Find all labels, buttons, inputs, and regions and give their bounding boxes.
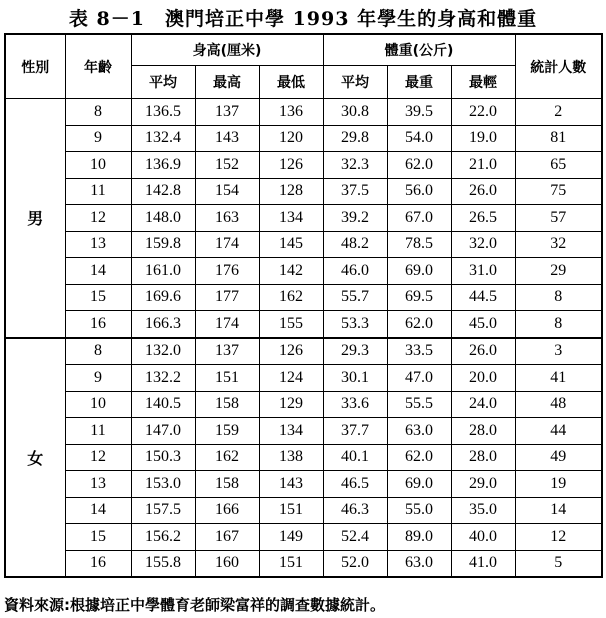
cell-weight-max: 55.5 [387, 391, 451, 418]
cell-height-avg: 140.5 [131, 391, 195, 418]
header-weight-max: 最重 [387, 66, 451, 99]
cell-height-min: 134 [259, 418, 323, 445]
cell-age: 10 [65, 152, 131, 179]
cell-weight-min: 21.0 [451, 152, 515, 179]
cell-height-max: 160 [195, 550, 259, 577]
cell-height-max: 143 [195, 125, 259, 152]
cell-weight-avg: 52.0 [323, 550, 387, 577]
cell-weight-min: 26.5 [451, 205, 515, 232]
cell-height-avg: 132.0 [131, 338, 195, 365]
cell-height-max: 167 [195, 524, 259, 551]
cell-weight-min: 28.0 [451, 444, 515, 471]
header-count: 統計人數 [515, 34, 602, 99]
cell-weight-avg: 39.2 [323, 205, 387, 232]
table-row [5, 178, 602, 205]
table-row [5, 99, 602, 126]
table-row [5, 125, 602, 152]
cell-gender: 女 [5, 338, 65, 578]
cell-age: 12 [65, 444, 131, 471]
table-body [5, 99, 602, 578]
cell-height-max: 166 [195, 497, 259, 524]
cell-weight-max: 89.0 [387, 524, 451, 551]
height-weight-table [4, 33, 603, 578]
cell-age: 14 [65, 497, 131, 524]
cell-height-avg: 148.0 [131, 205, 195, 232]
cell-weight-max: 33.5 [387, 338, 451, 365]
cell-age: 11 [65, 418, 131, 445]
cell-weight-avg: 29.3 [323, 338, 387, 365]
cell-height-avg: 142.8 [131, 178, 195, 205]
cell-height-min: 138 [259, 444, 323, 471]
cell-count: 29 [515, 258, 602, 285]
cell-height-min: 155 [259, 311, 323, 338]
cell-weight-min: 31.0 [451, 258, 515, 285]
header-row-1 [5, 34, 602, 66]
cell-count: 81 [515, 125, 602, 152]
cell-count: 14 [515, 497, 602, 524]
header-weight-group: 體重(公斤) [323, 34, 515, 66]
table-row [5, 524, 602, 551]
cell-weight-max: 69.0 [387, 258, 451, 285]
table-row [5, 391, 602, 418]
cell-weight-avg: 30.8 [323, 99, 387, 126]
cell-height-min: 136 [259, 99, 323, 126]
cell-height-avg: 169.6 [131, 284, 195, 311]
cell-height-avg: 132.4 [131, 125, 195, 152]
cell-age: 8 [65, 338, 131, 365]
table-row [5, 444, 602, 471]
cell-height-avg: 157.5 [131, 497, 195, 524]
cell-weight-max: 67.0 [387, 205, 451, 232]
table-row [5, 258, 602, 285]
cell-count: 75 [515, 178, 602, 205]
header-gender: 性別 [5, 34, 65, 99]
cell-weight-avg: 37.5 [323, 178, 387, 205]
cell-weight-avg: 46.3 [323, 497, 387, 524]
cell-weight-avg: 33.6 [323, 391, 387, 418]
cell-weight-min: 45.0 [451, 311, 515, 338]
cell-count: 8 [515, 311, 602, 338]
cell-height-max: 158 [195, 391, 259, 418]
cell-weight-avg: 37.7 [323, 418, 387, 445]
cell-height-max: 177 [195, 284, 259, 311]
header-height-avg: 平均 [131, 66, 195, 99]
cell-height-avg: 136.9 [131, 152, 195, 179]
cell-weight-min: 22.0 [451, 99, 515, 126]
cell-height-avg: 155.8 [131, 550, 195, 577]
table-row [5, 471, 602, 498]
cell-count: 8 [515, 284, 602, 311]
table-row [5, 338, 602, 365]
table-row [5, 152, 602, 179]
header-weight-avg: 平均 [323, 66, 387, 99]
cell-height-avg: 150.3 [131, 444, 195, 471]
table-row [5, 550, 602, 577]
cell-count: 65 [515, 152, 602, 179]
cell-weight-min: 41.0 [451, 550, 515, 577]
cell-age: 9 [65, 125, 131, 152]
cell-count: 3 [515, 338, 602, 365]
cell-age: 14 [65, 258, 131, 285]
cell-weight-max: 62.0 [387, 152, 451, 179]
cell-height-max: 158 [195, 471, 259, 498]
cell-height-max: 174 [195, 231, 259, 258]
cell-weight-min: 26.0 [451, 178, 515, 205]
cell-height-max: 154 [195, 178, 259, 205]
cell-weight-max: 56.0 [387, 178, 451, 205]
cell-weight-min: 35.0 [451, 497, 515, 524]
cell-age: 8 [65, 99, 131, 126]
cell-height-min: 151 [259, 497, 323, 524]
cell-count: 12 [515, 524, 602, 551]
cell-height-max: 159 [195, 418, 259, 445]
cell-height-max: 137 [195, 99, 259, 126]
cell-height-avg: 153.0 [131, 471, 195, 498]
cell-weight-max: 63.0 [387, 550, 451, 577]
cell-weight-max: 62.0 [387, 444, 451, 471]
cell-weight-max: 69.5 [387, 284, 451, 311]
cell-height-avg: 166.3 [131, 311, 195, 338]
header-age: 年齡 [65, 34, 131, 99]
source-note: 資料來源:根據培正中學體育老師梁富祥的調查數據統計。 [4, 596, 386, 614]
cell-age: 13 [65, 471, 131, 498]
cell-height-max: 152 [195, 152, 259, 179]
cell-weight-min: 44.5 [451, 284, 515, 311]
header-weight-min: 最輕 [451, 66, 515, 99]
cell-height-avg: 161.0 [131, 258, 195, 285]
cell-height-min: 134 [259, 205, 323, 232]
cell-height-max: 174 [195, 311, 259, 338]
cell-weight-min: 20.0 [451, 365, 515, 392]
table-row [5, 205, 602, 232]
header-height-max: 最高 [195, 66, 259, 99]
cell-height-avg: 159.8 [131, 231, 195, 258]
cell-weight-max: 69.0 [387, 471, 451, 498]
cell-count: 44 [515, 418, 602, 445]
cell-height-min: 126 [259, 338, 323, 365]
cell-height-min: 124 [259, 365, 323, 392]
header-height-min: 最低 [259, 66, 323, 99]
cell-weight-avg: 46.0 [323, 258, 387, 285]
cell-count: 49 [515, 444, 602, 471]
cell-height-min: 129 [259, 391, 323, 418]
cell-weight-avg: 52.4 [323, 524, 387, 551]
cell-height-min: 151 [259, 550, 323, 577]
cell-weight-max: 62.0 [387, 311, 451, 338]
table-row [5, 365, 602, 392]
cell-weight-min: 28.0 [451, 418, 515, 445]
cell-age: 15 [65, 284, 131, 311]
cell-height-max: 137 [195, 338, 259, 365]
table-row [5, 311, 602, 338]
cell-height-min: 143 [259, 471, 323, 498]
cell-age: 9 [65, 365, 131, 392]
cell-height-min: 145 [259, 231, 323, 258]
cell-weight-max: 63.0 [387, 418, 451, 445]
cell-weight-max: 39.5 [387, 99, 451, 126]
cell-count: 19 [515, 471, 602, 498]
cell-weight-max: 55.0 [387, 497, 451, 524]
cell-age: 13 [65, 231, 131, 258]
cell-age: 12 [65, 205, 131, 232]
cell-height-max: 176 [195, 258, 259, 285]
cell-weight-max: 47.0 [387, 365, 451, 392]
cell-height-avg: 147.0 [131, 418, 195, 445]
cell-height-avg: 136.5 [131, 99, 195, 126]
cell-weight-avg: 53.3 [323, 311, 387, 338]
cell-age: 16 [65, 311, 131, 338]
cell-weight-min: 40.0 [451, 524, 515, 551]
cell-count: 48 [515, 391, 602, 418]
cell-height-avg: 132.2 [131, 365, 195, 392]
cell-age: 16 [65, 550, 131, 577]
cell-weight-avg: 46.5 [323, 471, 387, 498]
cell-weight-avg: 55.7 [323, 284, 387, 311]
table-row [5, 418, 602, 445]
cell-height-min: 142 [259, 258, 323, 285]
cell-weight-min: 29.0 [451, 471, 515, 498]
cell-weight-avg: 40.1 [323, 444, 387, 471]
cell-gender: 男 [5, 99, 65, 338]
cell-weight-avg: 32.3 [323, 152, 387, 179]
cell-weight-min: 24.0 [451, 391, 515, 418]
cell-weight-max: 78.5 [387, 231, 451, 258]
cell-age: 10 [65, 391, 131, 418]
cell-weight-avg: 29.8 [323, 125, 387, 152]
cell-height-min: 120 [259, 125, 323, 152]
cell-count: 57 [515, 205, 602, 232]
cell-height-avg: 156.2 [131, 524, 195, 551]
cell-weight-min: 26.0 [451, 338, 515, 365]
cell-weight-avg: 30.1 [323, 365, 387, 392]
cell-age: 15 [65, 524, 131, 551]
cell-height-min: 162 [259, 284, 323, 311]
header-height-group: 身高(厘米) [131, 34, 323, 66]
table-row [5, 231, 602, 258]
cell-weight-min: 32.0 [451, 231, 515, 258]
cell-weight-avg: 48.2 [323, 231, 387, 258]
table-row [5, 497, 602, 524]
table-row [5, 284, 602, 311]
cell-count: 41 [515, 365, 602, 392]
cell-height-max: 162 [195, 444, 259, 471]
cell-count: 32 [515, 231, 602, 258]
cell-height-max: 163 [195, 205, 259, 232]
table-title: 表 8－1 澳門培正中學 1993 年學生的身高和體重 [68, 8, 538, 30]
cell-weight-max: 54.0 [387, 125, 451, 152]
cell-weight-min: 19.0 [451, 125, 515, 152]
cell-height-min: 128 [259, 178, 323, 205]
cell-height-max: 151 [195, 365, 259, 392]
cell-height-min: 126 [259, 152, 323, 179]
cell-age: 11 [65, 178, 131, 205]
cell-height-min: 149 [259, 524, 323, 551]
cell-count: 2 [515, 99, 602, 126]
cell-count: 5 [515, 550, 602, 577]
